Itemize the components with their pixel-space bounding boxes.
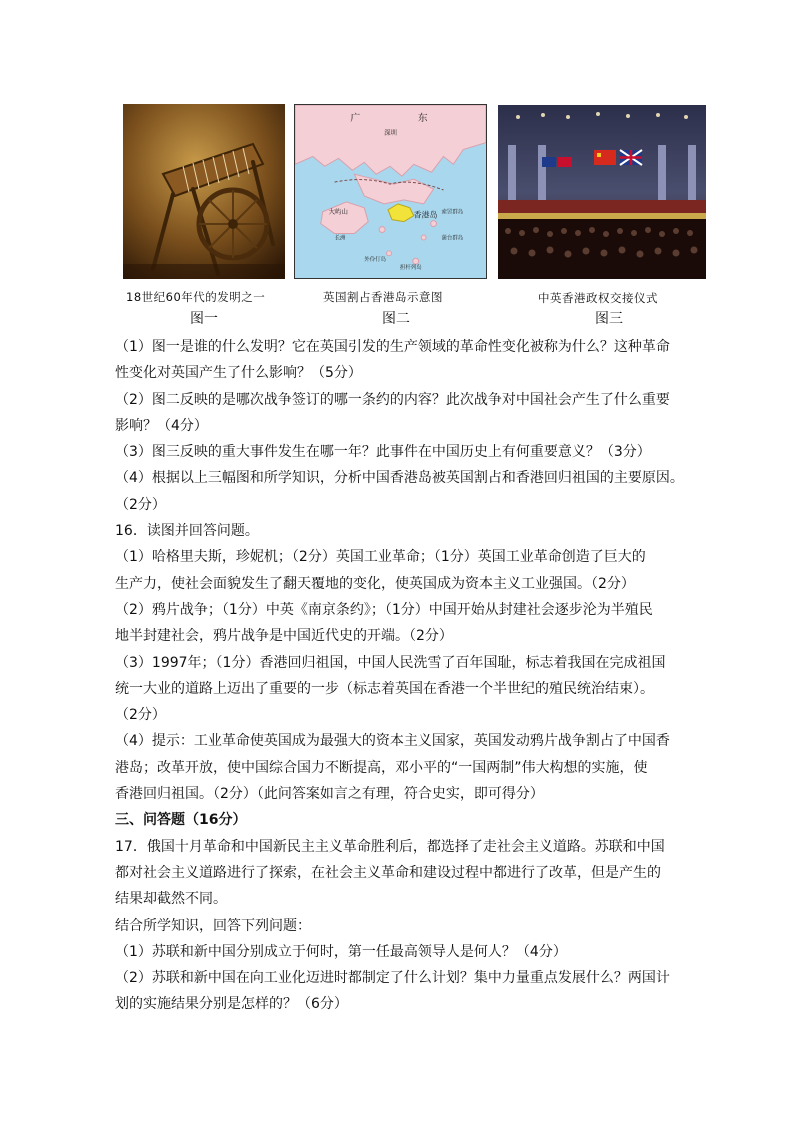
hong-kong-cession-map [294,104,487,279]
figure-3-label: 图三 [595,311,623,327]
figure-1-caption: 18世纪60年代的发明之一 [126,290,266,304]
answer-line: （4）提示：工业革命使英国成为最强大的资本主义国家，英国发动鸦片战争割占了中国香 [115,733,670,750]
figure-3-caption: 中英香港政权交接仪式 [538,291,658,305]
question-17-line: （2）苏联和新中国在向工业化迈进时都制定了什么计划？集中力量重点发展什么？两国计 [115,970,670,987]
map-label-potoi: 蒲台群岛 [441,235,464,242]
question-17-line: 都对社会主义道路进行了探索，在社会主义革命和建设过程中都进行了改革，但是产生的 [115,864,661,881]
question-16-heading: 16．读图并回答问题。 [115,523,259,540]
answer-line: 香港回归祖国。（2分）（此问答案如言之有理，符合史实，即可得分） [115,786,544,803]
figure-2-label: 图二 [382,311,410,327]
map-label-dayushan: 大屿山 [328,207,348,216]
map-label-guangdong-2: 东 [417,112,428,124]
question-17-line: （1）苏联和新中国分别成立于何时，第一任最高领导人是何人？（4分） [115,943,567,960]
map-label-danggan: 担杆列岛 [399,265,422,272]
spinning-jenny-photo [123,104,285,279]
text-line: （4）根据以上三幅图和所学知识，分析中国香港岛被英国割占和香港回归祖国的主要原因。 [115,470,684,487]
text-line: 性变化对英国产生了什么影响？（5分） [115,365,362,382]
figure-2-caption: 英国割占香港岛示意图 [323,290,443,304]
figure-1-label: 图一 [190,311,218,327]
map-label-hongkong-island: 香港岛 [413,210,438,220]
text-line: （2）图二反映的是哪次战争签订的哪一条约的内容？此次战争对中国社会产生了什么重要 [115,391,670,408]
map-label-cheungchau: 长洲 [334,235,346,242]
text-line: （3）图三反映的重大事件发生在哪一年？此事件在中国历史上有何重要意义？（3分） [115,444,651,461]
question-text-block [115,334,695,1018]
answer-line: 地半封建社会，鸦片战争是中国近代史的开端。（2分） [115,628,453,645]
map-label-shenzhen: 深圳 [384,128,397,137]
spinning-jenny-illustration [123,104,285,279]
answer-line: 生产力，使社会面貌发生了翻天覆地的变化，使英国成为资本主义工业强国。（2分） [115,575,635,592]
question-17-line: 结合所学知识，回答下列问题： [115,917,311,934]
map-illustration [295,105,486,278]
answer-line: （2分） [115,707,166,724]
section-3-heading: 三、问答题（16分） [115,812,247,829]
answer-line: （1）哈格里夫斯，珍妮机；（2分）英国工业革命；（1分）英国工业革命创造了巨大的 [115,549,646,566]
text-line: 影响？（4分） [115,417,208,434]
handover-ceremony-photo [498,105,706,279]
answer-line: 统一大业的道路上迈出了重要的一步（标志着英国在香港一个半世纪的殖民统治结束）。 [115,680,654,697]
answer-line: （3）1997年；（1分）香港回归祖国，中国人民洗雪了百年国耻，标志着我国在完成祖国 [115,654,666,671]
answer-line: 港岛；改革开放，使中国综合国力不断提高，邓小平的“一国两制”伟大构想的实施，使 [115,759,648,776]
answer-line: （2）鸦片战争；（1分）中英《南京条约》；（1分）中国开始从封建社会逐步沦为半殖民 [115,601,653,618]
question-17-line: 划的实施结果分别是怎样的？（6分） [115,996,348,1013]
text-line: （1）图一是谁的什么发明？它在英国引发的生产领域的革命性变化被称为什么？这种革命 [115,339,670,355]
map-label-soko: 索罟群岛 [441,209,464,216]
handover-ceremony-illustration [498,105,706,279]
question-17-line: 结果却截然不同。 [115,891,227,908]
text-line: （2分） [115,496,166,513]
map-label-guangdong-1: 广 [350,112,361,124]
question-17-line: 17．俄国十月革命和中国新民主主义革命胜利后，都选择了走社会主义道路。苏联和中国 [115,838,665,855]
map-label-waiingding: 外伶仃岛 [364,257,387,264]
